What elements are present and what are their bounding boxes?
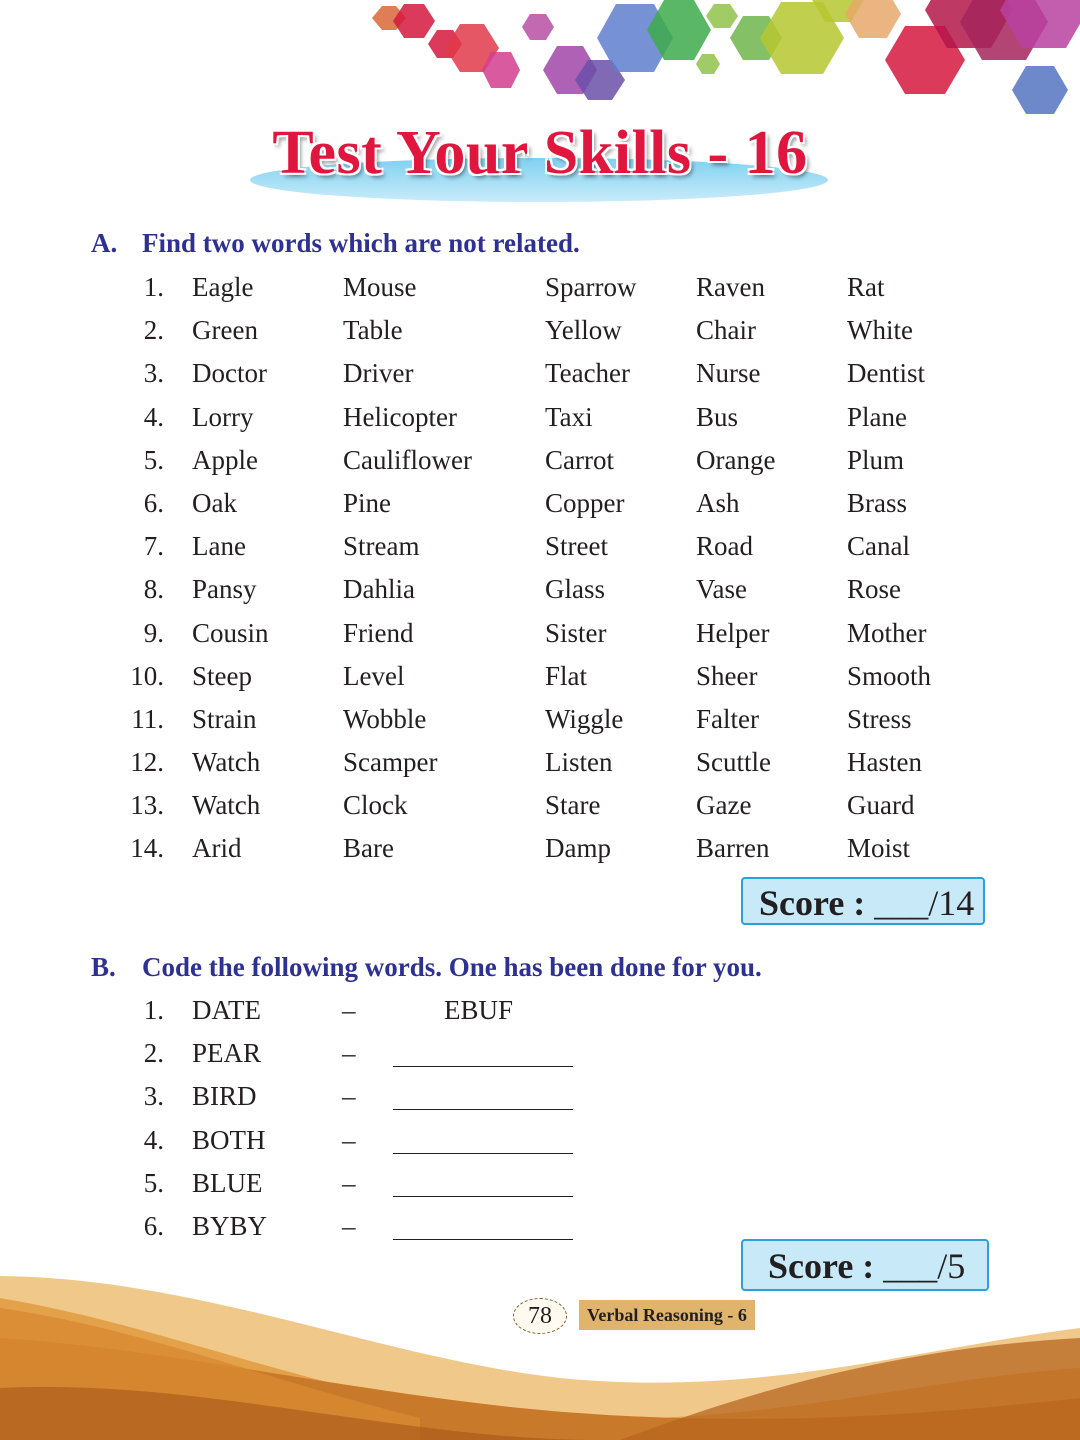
answer-blank[interactable]	[393, 1196, 573, 1197]
word-option: Helper	[696, 617, 770, 648]
word-option: Carrot	[545, 444, 614, 475]
word-option: Strain	[192, 703, 257, 734]
item-number: 1.	[143, 995, 164, 1025]
word-option: Watch	[192, 747, 261, 778]
section-b-heading	[91, 952, 762, 983]
dash-separator: –	[342, 995, 356, 1025]
word-option: Cousin	[192, 617, 269, 648]
answer-blank[interactable]	[393, 1153, 573, 1154]
score-value[interactable]: ___/14	[874, 883, 975, 923]
word-option: Pansy	[192, 574, 257, 605]
word-option: Guard	[847, 790, 915, 821]
item-number: 3.	[143, 358, 164, 389]
section-a-heading	[91, 228, 580, 259]
word-option: Dahlia	[343, 574, 415, 605]
item-number: 5.	[143, 444, 164, 475]
word-option: Flat	[545, 660, 588, 691]
word-option: Bare	[343, 833, 394, 864]
answer-blank[interactable]	[393, 1239, 573, 1240]
word-option: Glass	[545, 574, 605, 605]
word-option: Mother	[847, 617, 927, 648]
word-option: Apple	[192, 444, 258, 475]
word-option: Scamper	[343, 747, 438, 778]
word-option: Stare	[545, 790, 601, 821]
word-option: Lane	[192, 531, 246, 562]
word-option: Rat	[847, 272, 885, 302]
word-option: Chair	[696, 315, 756, 346]
score-label: Score :	[759, 883, 866, 923]
item-number: 7.	[143, 531, 164, 562]
dash-separator: –	[342, 1210, 356, 1241]
section-b-letter: B.	[91, 952, 116, 982]
word-to-code: BYBY	[192, 1210, 268, 1241]
item-number: 5.	[143, 1167, 164, 1198]
word-option: Canal	[847, 531, 910, 562]
word-option: Level	[343, 660, 405, 691]
word-option: Moist	[847, 833, 911, 864]
word-option: Mouse	[343, 272, 417, 302]
word-option: Sheer	[696, 660, 758, 691]
word-option: Stress	[847, 703, 912, 734]
answer-blank[interactable]	[393, 1109, 573, 1110]
word-option: Oak	[192, 487, 237, 518]
dash-separator: –	[342, 1167, 356, 1198]
word-option: Orange	[696, 444, 776, 475]
item-number: 9.	[143, 617, 164, 648]
word-option: Teacher	[545, 358, 631, 389]
item-number: 4.	[143, 1124, 164, 1155]
word-option: Hasten	[847, 747, 922, 778]
word-option: Raven	[696, 272, 765, 302]
item-number: 3.	[143, 1081, 164, 1112]
word-option: Plane	[847, 401, 907, 432]
item-number: 6.	[143, 487, 164, 518]
word-option: Arid	[192, 833, 242, 864]
word-option: Helicopter	[343, 401, 457, 432]
word-to-code: BLUE	[192, 1167, 263, 1198]
word-option: Driver	[343, 358, 414, 389]
score-box-a	[741, 877, 985, 925]
answer-blank[interactable]	[393, 1066, 573, 1067]
item-number: 10.	[130, 660, 164, 691]
word-option: Sister	[545, 617, 607, 648]
word-option: Copper	[545, 487, 625, 518]
word-option: Damp	[545, 833, 611, 864]
word-to-code: BOTH	[192, 1124, 266, 1155]
word-option: Bus	[696, 401, 739, 432]
word-option: Barren	[696, 833, 770, 864]
word-option: Gaze	[696, 790, 752, 821]
word-option: Steep	[192, 660, 252, 691]
word-option: Dentist	[847, 358, 925, 389]
book-title-label: Verbal Reasoning - 6	[579, 1300, 755, 1330]
score-box-b	[741, 1239, 989, 1291]
dash-separator: –	[342, 1081, 356, 1112]
word-option: Watch	[192, 790, 261, 821]
word-option: Green	[192, 315, 258, 346]
word-option: Clock	[343, 790, 408, 821]
dash-separator: –	[342, 1124, 356, 1155]
item-number: 4.	[143, 401, 164, 432]
page-title: Test Your Skills - 16	[272, 119, 808, 187]
word-option: Ash	[696, 487, 740, 518]
item-number: 1.	[143, 272, 164, 302]
wave-decoration	[0, 1268, 1080, 1440]
item-number: 14.	[130, 833, 164, 864]
word-option: Nurse	[696, 358, 761, 389]
word-option: Scuttle	[696, 747, 771, 778]
title-banner	[250, 118, 830, 208]
item-number: 11.	[131, 703, 164, 734]
section-a-instruction: Find two words which are not related.	[142, 228, 580, 258]
item-number: 8.	[143, 574, 164, 605]
item-number: 2.	[143, 315, 164, 346]
word-option: Brass	[847, 487, 907, 518]
item-number: 6.	[143, 1210, 164, 1241]
word-option: Smooth	[847, 660, 932, 691]
example-code: EBUF	[444, 995, 514, 1025]
score-value[interactable]: ___/5	[883, 1246, 966, 1286]
word-option: Doctor	[192, 358, 267, 389]
section-b-instruction: Code the following words. One has been done for you.	[142, 952, 762, 982]
word-to-code: BIRD	[192, 1081, 257, 1112]
word-option: Taxi	[545, 401, 593, 432]
word-option: Sparrow	[545, 272, 637, 302]
hexagon-decoration	[0, 0, 1080, 130]
page-number: 78	[513, 1298, 567, 1334]
word-option: Wiggle	[545, 703, 624, 734]
word-option: Lorry	[192, 401, 254, 432]
word-option: Vase	[696, 574, 747, 605]
word-option: White	[847, 315, 913, 346]
word-option: Stream	[343, 531, 420, 562]
word-option: Street	[545, 531, 608, 562]
word-option: Rose	[847, 574, 901, 605]
word-option: Listen	[545, 747, 613, 778]
word-option: Falter	[696, 703, 759, 734]
word-option: Road	[696, 531, 753, 562]
word-to-code: PEAR	[192, 1038, 262, 1069]
word-option: Cauliflower	[343, 444, 472, 475]
section-a-letter: A.	[91, 228, 118, 258]
dash-separator: –	[342, 1038, 356, 1069]
word-option: Plum	[847, 444, 905, 475]
word-option: Eagle	[192, 272, 254, 302]
word-option: Pine	[343, 487, 392, 518]
word-option: Yellow	[545, 315, 622, 346]
item-number: 12.	[130, 747, 164, 778]
score-label: Score :	[768, 1246, 875, 1286]
word-option: Table	[343, 315, 403, 346]
word-option: Wobble	[343, 703, 427, 734]
item-number: 13.	[130, 790, 164, 821]
item-number: 2.	[143, 1038, 164, 1069]
word-option: Friend	[343, 617, 414, 648]
word-to-code: DATE	[192, 995, 261, 1025]
